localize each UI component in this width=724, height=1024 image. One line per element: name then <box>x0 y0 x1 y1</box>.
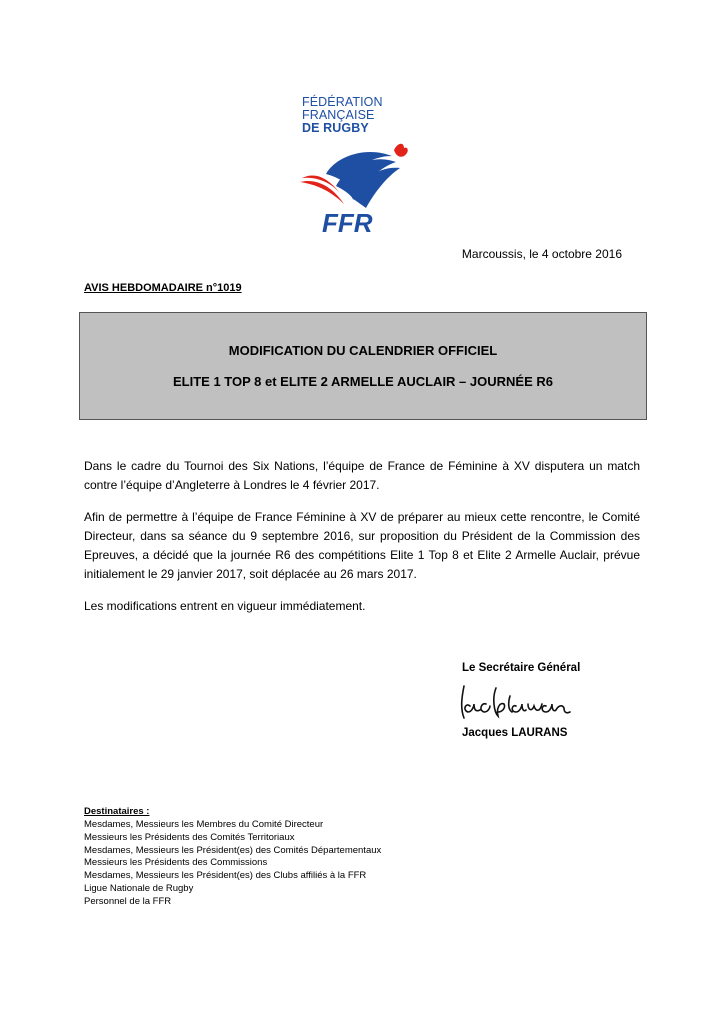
title-line-2: ELITE 1 TOP 8 et ELITE 2 ARMELLE AUCLAIR – JOURNÉE R6 <box>173 374 553 389</box>
date-line: Marcoussis, le 4 octobre 2016 <box>461 247 622 261</box>
title-box <box>79 312 647 420</box>
signatory-title: Le Secrétaire Général <box>462 662 581 674</box>
paragraph-2: Afin de permettre à l’équipe de France Féminine à XV de préparer au mieux cette rencontre, le Comité Directeur, dans sa séance du 9 septembre 2016, sur proposition du Président de la Commission des Epreuves, a décidé que la journée R6 des compétitions Elite 1 Top 8 et Elite 2 Armelle Auclair, prévue initialement le 29 janvier 2017, soit déplacée au 26 mars 2017. <box>84 510 640 581</box>
signatory-name: Jacques LAURANS <box>462 727 568 739</box>
avis-number: AVIS HEBDOMADAIRE n°1019 <box>84 282 242 294</box>
recipient-item: Messieurs les Présidents des Comités Territoriaux <box>84 831 295 843</box>
logo-line-2: FRANÇAISE <box>302 108 375 122</box>
recipient-item: Messieurs les Présidents des Commissions <box>84 857 268 869</box>
recipient-item: Mesdames, Messieurs les Président(es) des Clubs affiliés à la FFR <box>84 870 367 882</box>
title-line-1: MODIFICATION DU CALENDRIER OFFICIEL <box>228 343 498 358</box>
recipient-item: Mesdames, Messieurs les Membres du Comité Directeur <box>84 819 324 830</box>
paragraph-1: Dans le cadre du Tournoi des Six Nations, l’équipe de France de Féminine à XV disputera un match contre l’équipe d’Angleterre à Londres le 4 février 2017. <box>84 459 640 492</box>
logo-red-comb <box>394 144 408 157</box>
recipients-heading: Destinataires : <box>84 806 150 817</box>
logo-line-3: DE RUGBY <box>302 121 369 135</box>
logo-line-1: FÉDÉRATION <box>302 95 383 109</box>
recipient-item: Personnel de la FFR <box>84 895 172 907</box>
logo-text <box>302 96 412 135</box>
recipient-item: Mesdames, Messieurs les Président(es) des Comités Départementaux <box>84 844 382 856</box>
ffr-rooster-logo <box>296 138 416 238</box>
recipients-list <box>84 819 381 909</box>
logo-abbr: FFR <box>322 208 373 238</box>
paragraph-3: Les modifications entrent en vigueur immédiatement. <box>84 599 366 613</box>
recipient-item: Ligue Nationale de Rugby <box>84 882 194 894</box>
handwritten-signature <box>456 682 574 724</box>
